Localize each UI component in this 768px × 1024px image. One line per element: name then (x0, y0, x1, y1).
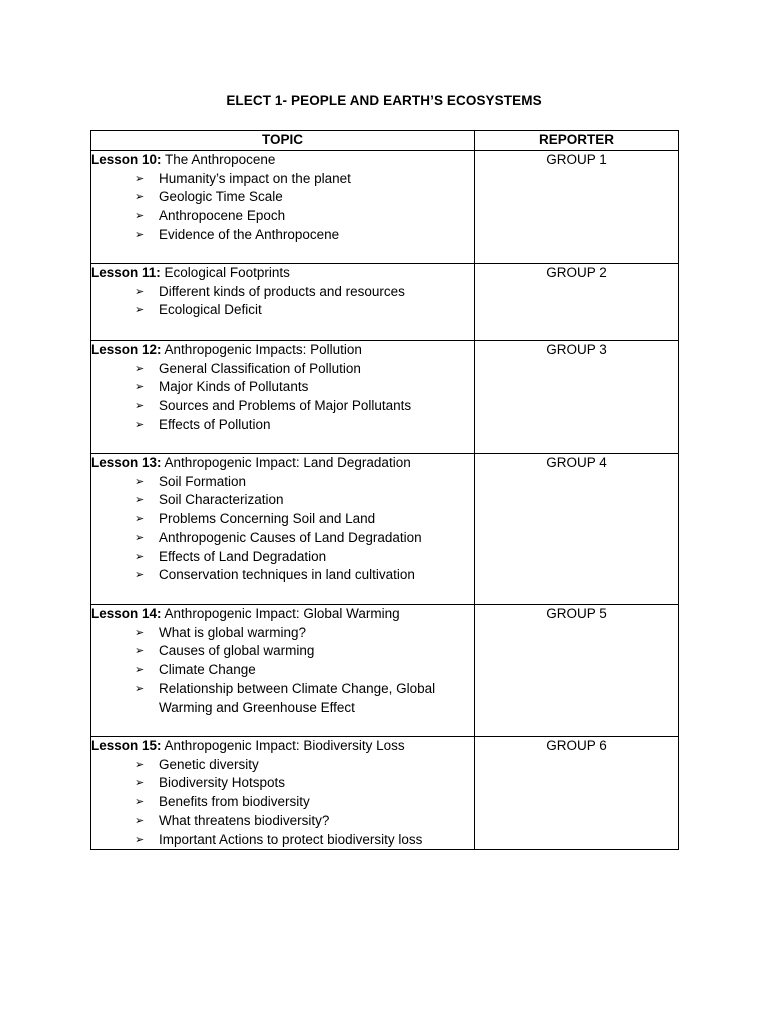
subtopic-text: Climate Change (159, 662, 256, 678)
topic-cell (91, 454, 475, 605)
lesson-label: Lesson 15: (91, 738, 162, 753)
subtopic-text: Causes of global warming (159, 643, 315, 659)
list-item (91, 207, 474, 226)
subtopic-list (91, 624, 474, 718)
arrowhead-bullet-icon: ➢ (135, 210, 145, 223)
subtopic-text: Effects of Land Degradation (159, 548, 327, 564)
lesson-title: Ecological Footprints (164, 265, 290, 280)
arrowhead-bullet-icon: ➢ (135, 285, 145, 298)
list-item (91, 624, 474, 643)
reporter-cell: GROUP 3 (475, 341, 679, 454)
lesson-title: Anthropogenic Impacts: Pollution (164, 342, 362, 357)
list-item (91, 510, 474, 529)
list-item (91, 226, 474, 245)
arrowhead-bullet-icon: ➢ (135, 645, 145, 658)
lesson-label: Lesson 11: (91, 265, 161, 280)
document-title: ELECT 1- PEOPLE AND EARTH’S ECOSYSTEMS (226, 93, 542, 108)
arrowhead-bullet-icon: ➢ (135, 682, 145, 695)
list-item (91, 774, 474, 793)
arrowhead-bullet-icon: ➢ (135, 228, 145, 241)
reporter-cell: GROUP 4 (475, 454, 679, 605)
list-item (91, 661, 474, 680)
lesson-heading (91, 605, 474, 624)
arrowhead-bullet-icon: ➢ (135, 362, 145, 375)
subtopic-text: Problems Concerning Soil and Land (159, 511, 376, 527)
arrowhead-bullet-icon: ➢ (135, 777, 145, 790)
arrowhead-bullet-icon: ➢ (135, 531, 145, 544)
table-row (91, 737, 679, 850)
list-item (91, 793, 474, 812)
subtopic-text: Different kinds of products and resources (159, 283, 405, 299)
arrowhead-bullet-icon: ➢ (135, 664, 145, 677)
lesson-heading (91, 151, 474, 170)
subtopic-text: Important Actions to protect biodiversity loss (159, 831, 423, 847)
list-item (91, 188, 474, 207)
arrowhead-bullet-icon: ➢ (135, 191, 145, 204)
arrowhead-bullet-icon: ➢ (135, 475, 145, 488)
arrowhead-bullet-icon: ➢ (135, 418, 145, 431)
arrowhead-bullet-icon: ➢ (135, 814, 145, 827)
arrowhead-bullet-icon: ➢ (135, 569, 145, 582)
arrowhead-bullet-icon: ➢ (135, 513, 145, 526)
list-item (91, 548, 474, 567)
list-item (91, 360, 474, 379)
subtopic-text: Conservation techniques in land cultivation (159, 567, 415, 583)
lesson-heading (91, 264, 474, 283)
list-item (91, 170, 474, 189)
table-row (91, 264, 679, 341)
subtopic-list (91, 360, 474, 435)
subtopic-text: General Classification of Pollution (159, 360, 361, 376)
subtopic-text: Ecological Deficit (159, 302, 262, 318)
table-row (91, 151, 679, 264)
subtopic-list (91, 170, 474, 245)
arrowhead-bullet-icon: ➢ (135, 172, 145, 185)
lesson-label: Lesson 13: (91, 455, 162, 470)
topic-column-header: TOPIC (91, 131, 475, 151)
subtopic-list (91, 756, 474, 850)
arrowhead-bullet-icon: ➢ (135, 400, 145, 413)
list-item (91, 491, 474, 510)
topic-cell (91, 151, 475, 264)
lesson-title: Anthropogenic Impact: Land Degradation (164, 455, 411, 470)
list-item (91, 680, 474, 717)
list-item (91, 397, 474, 416)
subtopic-text: Evidence of the Anthropocene (159, 226, 340, 242)
list-item (91, 642, 474, 661)
lessons-table (90, 130, 679, 850)
subtopic-text: Effects of Pollution (159, 416, 271, 432)
subtopic-list (91, 283, 474, 320)
topic-cell (91, 341, 475, 454)
list-item (91, 301, 474, 320)
topic-cell (91, 737, 475, 850)
lesson-heading (91, 737, 474, 756)
reporter-cell: GROUP 2 (475, 264, 679, 341)
arrowhead-bullet-icon: ➢ (135, 758, 145, 771)
arrowhead-bullet-icon: ➢ (135, 550, 145, 563)
list-item (91, 831, 474, 850)
subtopic-text: Anthropocene Epoch (159, 208, 286, 224)
lesson-title: Anthropogenic Impact: Biodiversity Loss (164, 738, 405, 753)
table-row (91, 605, 679, 737)
reporter-cell: GROUP 1 (475, 151, 679, 264)
subtopic-list (91, 473, 474, 585)
lesson-title: Anthropogenic Impact: Global Warming (164, 606, 400, 621)
subtopic-text: Biodiversity Hotspots (159, 775, 286, 791)
table-row (91, 341, 679, 454)
list-item (91, 812, 474, 831)
list-item (91, 756, 474, 775)
lesson-label: Lesson 14: (91, 606, 162, 621)
arrowhead-bullet-icon: ➢ (135, 796, 145, 809)
lesson-label: Lesson 12: (91, 342, 162, 357)
arrowhead-bullet-icon: ➢ (135, 494, 145, 507)
list-item (91, 473, 474, 492)
subtopic-text: Humanity’s impact on the planet (159, 170, 351, 186)
table-row (91, 454, 679, 605)
list-item (91, 378, 474, 397)
subtopic-text: What is global warming? (159, 624, 307, 640)
reporter-column-header: REPORTER (475, 131, 679, 151)
subtopic-text: Soil Formation (159, 473, 247, 489)
subtopic-text: Soil Characterization (159, 492, 284, 508)
subtopic-text: Genetic diversity (159, 756, 259, 772)
subtopic-text: What threatens biodiversity? (159, 812, 330, 828)
list-item (91, 566, 474, 585)
arrowhead-bullet-icon: ➢ (135, 381, 145, 394)
arrowhead-bullet-icon: ➢ (135, 304, 145, 317)
subtopic-text: Benefits from biodiversity (159, 794, 310, 810)
reporter-cell: GROUP 5 (475, 605, 679, 737)
lesson-title: The Anthropocene (165, 152, 276, 167)
subtopic-text: Anthropogenic Causes of Land Degradation (159, 529, 422, 545)
reporter-cell: GROUP 6 (475, 737, 679, 850)
lesson-heading (91, 454, 474, 473)
subtopic-text: Sources and Problems of Major Pollutants (159, 398, 412, 414)
arrowhead-bullet-icon: ➢ (135, 833, 145, 846)
lesson-label: Lesson 10: (91, 152, 162, 167)
subtopic-text: Relationship between Climate Change, Global Warming and Greenhouse Effect (159, 680, 436, 715)
lesson-heading (91, 341, 474, 360)
table-header-row (91, 131, 679, 151)
arrowhead-bullet-icon: ➢ (135, 626, 145, 639)
list-item (91, 529, 474, 548)
topic-cell (91, 264, 475, 341)
subtopic-text: Major Kinds of Pollutants (159, 379, 309, 395)
subtopic-text: Geologic Time Scale (159, 189, 283, 205)
list-item (91, 416, 474, 435)
list-item (91, 283, 474, 302)
topic-cell (91, 605, 475, 737)
